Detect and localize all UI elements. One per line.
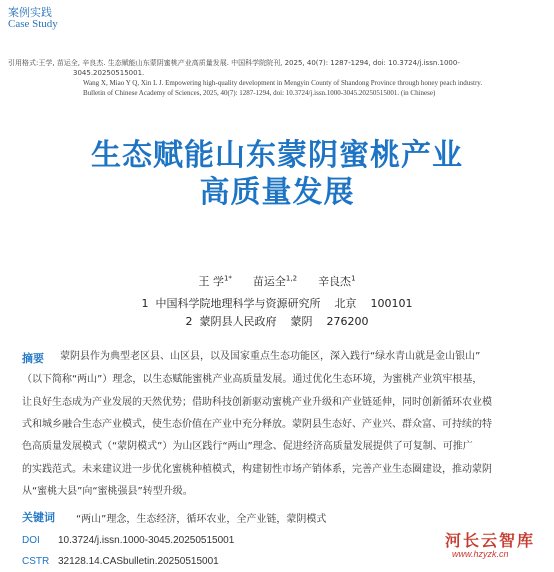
abstract-line: 蒙阴县作为典型老区县、山区县，以及国家重点生态功能区，深入践行“绿水青山就是金山银山” (60, 351, 481, 362)
author-affiliation-mark: 1,2 (285, 274, 298, 283)
section-label-en: Case Study (8, 18, 58, 30)
watermark-url: www.hzyzk.cn (452, 549, 509, 559)
author-list (0, 273, 554, 289)
keywords-label: 关键词 (22, 511, 55, 524)
citation-line: Bulletin of Chinese Academy of Sciences, 2025, 40(7): 1287-1294, doi: 10.3724/j.issn.1000-3045.20250515001. (in Chinese) (83, 89, 436, 97)
affiliation: 2 蒙阴县人民政府 蒙阴 276200 (185, 315, 369, 328)
affiliation: 1 中国科学院地理科学与资源研究所 北京 100101 (141, 297, 413, 310)
doi-label: DOI (22, 535, 40, 546)
doi-value[interactable]: 10.3724/j.issn.1000-3045.20250515001 (58, 535, 235, 546)
cstr-label: CSTR (22, 556, 50, 567)
author-affiliation-mark: 1* (223, 274, 232, 283)
watermark-logo: 河长云智库 (445, 531, 536, 550)
section-label-cn: 案例实践 (8, 6, 52, 19)
author-affiliation-mark: 1 (351, 274, 356, 283)
author-name: 苗运全 (252, 275, 286, 288)
cstr-value: 32128.14.CASbulletin.20250515001 (58, 556, 219, 567)
article-title: 高质量发展 (199, 175, 355, 210)
abstract-line: 从“蜜桃大县”向“蜜桃强县”转型升级。 (22, 486, 193, 497)
citation-line: Wang X, Miao Y Q, Xin L J. Empowering high-quality development in Mengyin County of Shandong Province through honey peach industry. (83, 79, 483, 87)
abstract-line: 让良好生态成为产业发展的天然优势；借助科技创新驱动蜜桃产业升级和产业链延伸，同时创新循环农业模 (22, 397, 492, 408)
abstract-label: 摘要 (22, 352, 44, 365)
abstract-line: （以下简称“两山”）理念，以生态赋能蜜桃产业高质量发展。通过优化生态环境，为蜜桃产业筑牢根基， (22, 374, 483, 385)
citation-line: 引用格式:王学, 苗运全, 辛良杰. 生态赋能山东蒙阴蜜桃产业高质量发展. 中国科学院院刊, 2025, 40(7): 1287-1294, doi: 10.3724/j.issn.1000- (8, 59, 460, 67)
author-name: 王 学 (198, 275, 224, 288)
citation-line: 3045.20250515001. (73, 69, 145, 77)
abstract-line: 色高质量发展模式（“蒙阴模式”）为山区践行“两山”理念、促进经济高质量发展提供了可复制、可推广 (22, 441, 473, 452)
abstract-line: 的实践范式。未来建议进一步优化蜜桃种植模式，构建韧性市场产销体系，完善产业生态圈建设，推动蒙阴 (22, 464, 492, 475)
abstract-line: 式和城乡融合生态产业模式，使生态价值在产业中充分释放。蒙阴县生态好、产业兴、群众富、可持续的特 (22, 419, 492, 430)
article-title: 生态赋能山东蒙阴蜜桃产业 (91, 138, 463, 173)
keywords-text: “两山”理念，生态经济，循环农业，全产业链，蒙阴模式 (76, 514, 327, 525)
author-name: 辛良杰 (318, 275, 352, 288)
